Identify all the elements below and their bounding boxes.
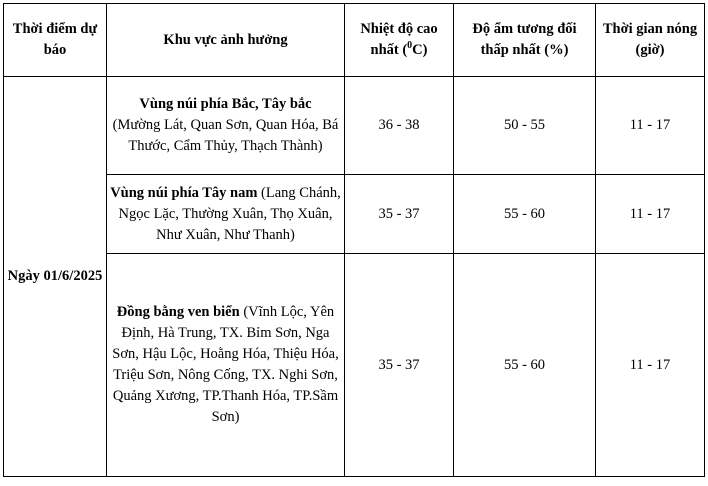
humidity-cell: 55 - 60 [454, 254, 596, 477]
heat-forecast-table [3, 3, 705, 477]
header-max-temperature [345, 4, 454, 77]
region-places: (Lang Chánh, Ngọc Lặc, Thường Xuân, Thọ Xuân, Như Xuân, Như Thanh) [118, 184, 341, 243]
forecast-date: Ngày 01/6/2025 [4, 77, 107, 477]
table-row [4, 254, 705, 477]
header-min-humidity: Độ ẩm tương đối thấp nhất (%) [454, 4, 596, 77]
hot-hours-cell: 11 - 17 [596, 175, 705, 254]
region-name: Vùng núi phía Bắc, Tây bắc [139, 96, 312, 112]
hot-hours-cell: 11 - 17 [596, 77, 705, 175]
temperature-cell: 36 - 38 [345, 77, 454, 175]
area-cell [107, 175, 345, 254]
humidity-cell: 55 - 60 [454, 175, 596, 254]
humidity-cell: 50 - 55 [454, 77, 596, 175]
table-header-row [4, 4, 705, 77]
region-places: (Vĩnh Lộc, Yên Định, Hà Trung, TX. Bỉm Sơn, Nga Sơn, Hậu Lộc, Hoằng Hóa, Thiệu Hóa, Triệu Sơn, Nông Cống, TX. Nghi Sơn, Quảng Xương, TP.Thanh Hóa, TP.Sầm Sơn) [112, 304, 339, 425]
temperature-cell: 35 - 37 [345, 254, 454, 477]
header-affected-area: Khu vực ảnh hưởng [107, 4, 345, 77]
region-places: (Mường Lát, Quan Sơn, Quan Hóa, Bá Thước, Cẩm Thủy, Thạch Thành) [112, 117, 339, 154]
header-forecast-time: Thời điểm dự báo [4, 4, 107, 77]
hot-hours-cell: 11 - 17 [596, 254, 705, 477]
header-temp-suffix: C) [412, 42, 428, 58]
area-cell [107, 254, 345, 477]
area-cell [107, 77, 345, 175]
table-row [4, 77, 705, 175]
table-row [4, 175, 705, 254]
header-temp-prefix: Nhiệt độ cao nhất ( [360, 21, 438, 58]
temperature-cell: 35 - 37 [345, 175, 454, 254]
region-name: Đồng bằng ven biển [116, 304, 240, 320]
header-hot-hours: Thời gian nóng (giờ) [596, 4, 705, 77]
header-temp-degree: 0 [407, 40, 413, 52]
region-name: Vùng núi phía Tây nam [110, 184, 258, 201]
